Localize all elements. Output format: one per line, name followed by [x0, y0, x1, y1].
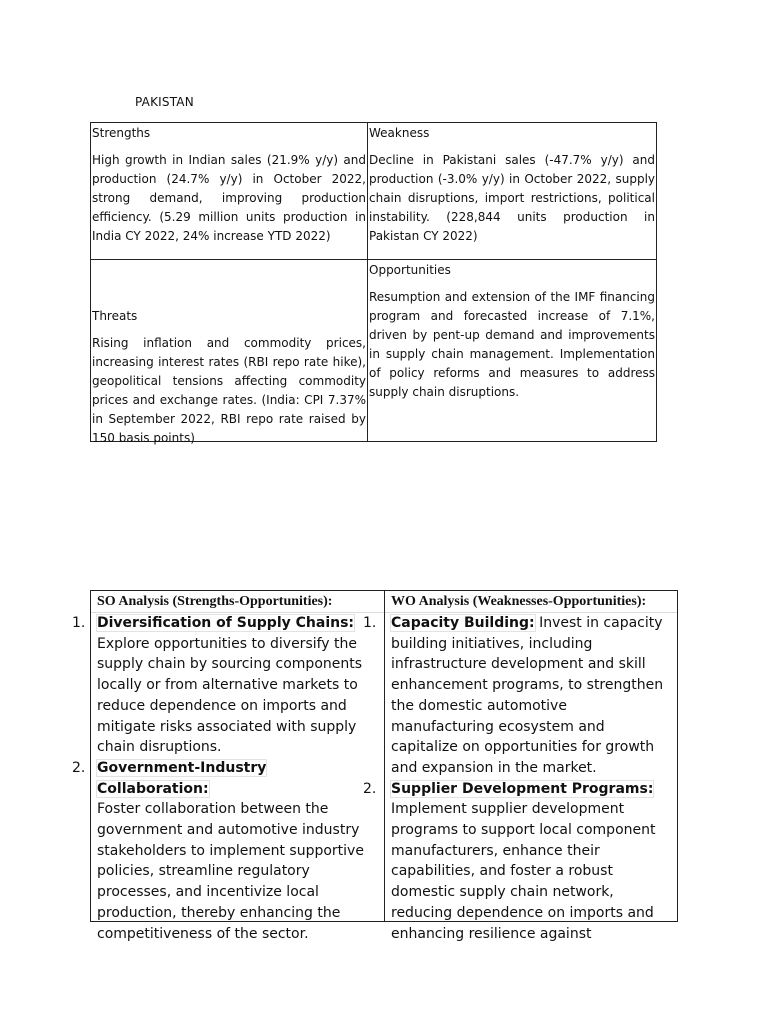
threats-heading: Threats	[92, 309, 138, 323]
so-item-text: Foster collaboration between the government and automotive industry stakeholders to implement supportive policies, streamline regulatory processes, and incentivize local production, thereby enhancing the competitiveness of the sector.	[97, 801, 364, 942]
wo-item	[363, 779, 677, 945]
wo-item-text: Invest in capacity building initiatives, including infrastructure development and skill enhancement programs, to strengthen the domestic automotive manufacturing ecosystem and capitalize on opportunities for growth and expansion in the market.	[391, 615, 664, 776]
strengths-text: High growth in Indian sales (21.9% y/y) and production (24.7% y/y) in October 2022, strong demand, improving production efficiency. (5.29 million units production in India CY 2022, 24% increase YTD 2022)	[92, 153, 366, 243]
wo-item-number: 2.	[363, 780, 377, 797]
wo-item-number: 1.	[363, 615, 377, 631]
page-title: PAKISTAN	[135, 95, 194, 109]
so-item	[72, 613, 384, 758]
so-analysis-column	[72, 591, 384, 944]
so-analysis-heading: SO Analysis (Strengths-Opportunities):	[91, 591, 384, 613]
wo-item-title: Supplier Development Programs:	[391, 780, 654, 797]
wo-analysis-column	[363, 591, 677, 944]
weakness-cell	[368, 123, 656, 259]
threats-text: Rising inflation and commodity prices, increasing interest rates (RBI repo rate hike), geopolitical tensions affecting commodity prices and exchange rates. (India: CPI 7.37% in September 2022, RBI repo rate raised by 150 basis points)	[92, 336, 366, 445]
wo-item	[363, 613, 677, 779]
wo-analysis-heading: WO Analysis (Weaknesses-Opportunities):	[385, 591, 677, 613]
so-item-title: Government-Industry Collaboration:	[97, 759, 267, 797]
so-item-number: 1.	[72, 615, 86, 631]
so-item	[72, 758, 384, 944]
strengths-cell	[91, 123, 367, 259]
opportunities-text: Resumption and extension of the IMF financing program and forecasted increase of 7.1%, driven by pent-up demand and improvements in supply chain management. Implementation of policy reforms and measures to address supply chain disruptions.	[369, 290, 655, 399]
wo-item-text: Implement supplier development programs to support local component manufacturers, enhance their capabilities, and foster a robust domestic supply chain network, reducing dependence on imports and enhancing resilience against	[391, 801, 656, 942]
so-wo-analysis-table	[72, 590, 678, 942]
so-item-title: Diversification of Supply Chains:	[97, 615, 355, 631]
weakness-text: Decline in Pakistani sales (-47.7% y/y) and production (-3.0% y/y) in October 2022, supply chain disruptions, import restrictions, political instability. (228,844 units production in Pakistan CY 2022)	[369, 153, 655, 243]
opportunities-heading: Opportunities	[369, 263, 451, 277]
so-item-text: Explore opportunities to diversify the supply chain by sourcing components locally or from alternative markets to reduce dependence on imports and mitigate risks associated with supply chain disruptions.	[97, 635, 363, 756]
threats-cell	[91, 260, 367, 445]
opportunities-cell	[368, 260, 656, 442]
wo-item-title: Capacity Building:	[391, 615, 535, 631]
swot-table	[90, 122, 657, 445]
weakness-heading: Weakness	[369, 126, 430, 140]
so-item-number: 2.	[72, 759, 86, 776]
strengths-heading: Strengths	[92, 126, 151, 140]
